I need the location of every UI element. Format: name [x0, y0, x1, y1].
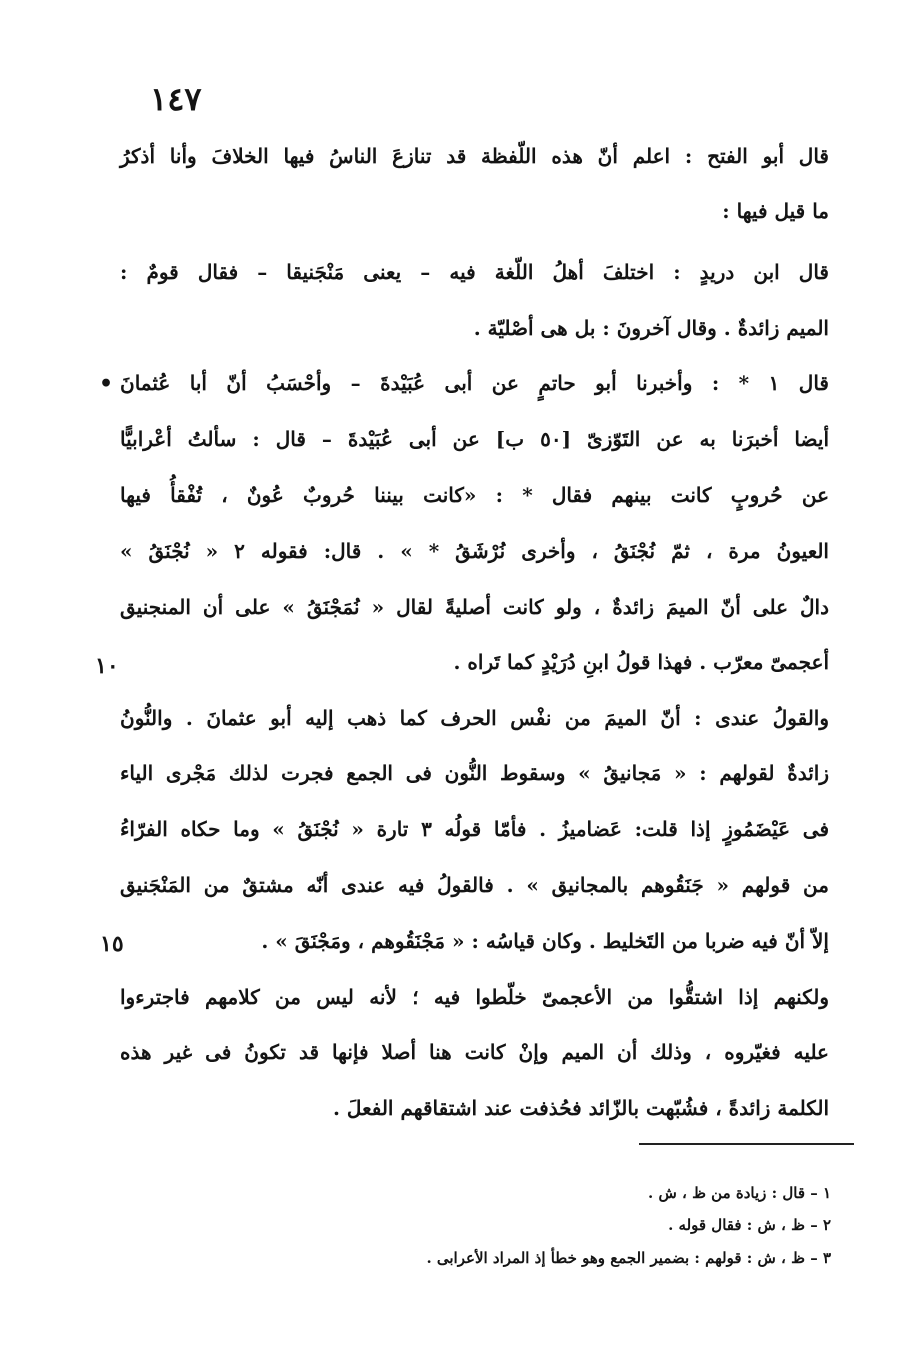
text-line: العيونُ مرة ، ثمّ نُجْنَقُ ، وأخرى نُرْشَقُ * » . قال: فقوله ٢ « نُجْنَقُ » [120, 539, 829, 563]
text-line: ما قيل فيها : [722, 199, 829, 223]
text-line: والقولُ عندى : أنّ الميمَ من نفْس الحرف كما ذهب إليه أبو عثمانَ . والنُّونُ [120, 706, 829, 730]
text-line: عن حُروبٍ كانت بينهم فقال * : «كانت بيننا حُروبٌ عُونٌ ، تُفْقأُ فيها [120, 483, 829, 507]
text-line: قال ١ * : وأخبرنا أبو حاتمٍ عن أبى عُبَيْدةَ – وأحْسَبُ أنّ أبا عُثمانَ [120, 371, 829, 395]
margin-line-number: ١٠ [95, 653, 119, 679]
footnote: ٢ – ظ ، ش : فقال قوله . [668, 1216, 831, 1234]
footnote: ٣ – ظ ، ش : قولهم : بضمير الجمع وهو خطأ إذ المراد الأعرابى . [426, 1249, 831, 1267]
margin-line-number: ١٥ [100, 931, 124, 957]
text-line: من قولهم « جَنَقُوهم بالمجانيق » . فالقولُ فيه عندى أنّه مشتقٌ من المَنْجَنيق [120, 873, 829, 897]
text-line: عليه فغيّروه ، وذلك أن الميم وإنْ كانت هنا أصلا فإنها قد تكونُ فى غير هذه [120, 1040, 829, 1064]
text-line: ولكنهم إذا اشتقُّوا من الأعجمىّ خلّطوا فيه ؛ لأنه ليس من كلامهم فاجترءوا [120, 985, 829, 1009]
text-line: أعجمىّ معرّب . فهذا قولُ ابنِ دُرَيْدٍ كما تَراه . [453, 650, 829, 674]
text-line: قال أبو الفتح : اعلم أنّ هذه اللّفظة قد تنازعَ الناسُ فيها الخلافَ وأنا أذكرُ [120, 144, 829, 168]
margin-bullet: • [99, 371, 114, 397]
text-line: أيضا أخبرَنا به عن التَوّزىّ [٥٠ ب] عن أبى عُبَيْدةَ – قال : سألتُ أعْرابيًّا [120, 427, 829, 451]
text-line: زائدةٌ لقولهم : « مَجانيقُ » وسقوط النُّون فى الجمع فجرت لذلك مَجْرى الياء [120, 761, 829, 785]
text-line: فى عَيْضَمُوزٍ إذا قلت: عَضاميزُ . فأمّا قولُه ٣ تارة « نُجْنَقُ » وما حكاه الفرّاءُ [120, 817, 830, 841]
text-line: الميم زائدةٌ . وقال آخرونَ : بل هى أصْليّة . [473, 316, 829, 340]
text-line: دالٌ على أنّ الميمَ زائدةٌ ، ولو كانت أصليةً لقال « نُمَجْنَقُ » على أن المنجنيق [120, 595, 829, 619]
text-line: قال ابن دريدٍ : اختلفَ أهلُ اللّغة فيه – يعنى مَنْجَنيقا – فقال قومٌ : [120, 260, 829, 284]
footnote: ١ – قال : زيادة من ظ ، ش . [648, 1184, 831, 1202]
text-line: إلاّ أنّ فيه ضربا من التَخليط . وكان قياسُه : « مَجْنَقُوهم ، ومَجْنَقَ » . [261, 929, 829, 953]
footnote-rule [639, 1143, 854, 1145]
text-line: الكلمة زائدةً ، فشُبّهت بالزّائد فحُذفت عند اشتقاقهم الفعلَ . [333, 1096, 829, 1120]
page-number: ١٤٧ [150, 80, 202, 118]
